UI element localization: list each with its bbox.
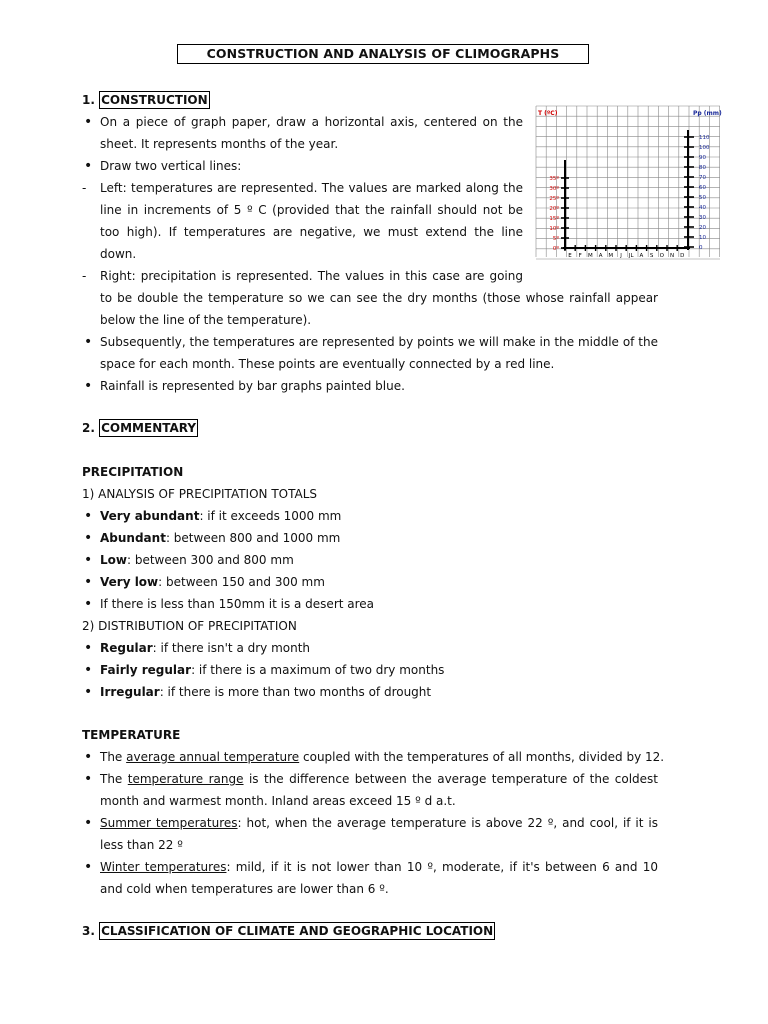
month-label: E (568, 253, 572, 259)
left-tick-label: 15º (549, 216, 559, 222)
left-tick-label: 0º (552, 246, 559, 252)
section-3-heading (82, 922, 495, 940)
left-tick-label: 20º (549, 206, 559, 212)
section-2-title: COMMENTARY (101, 421, 197, 435)
left-tick-label: 25º (549, 196, 559, 202)
month-label: F (578, 253, 582, 259)
construction-paragraph-left-axis: Left: temperatures are represented. The values are marked along the line in increments of 5 º C (provided that the rainfall should not be too high). If temperatures are negative, we must extend the line down. (100, 181, 523, 261)
month-label: S (649, 253, 654, 259)
month-label: A (639, 253, 644, 259)
bullet-icon: • (84, 596, 93, 612)
list-item: If there is less than 150mm it is a desert area (100, 597, 375, 611)
temperature-item-average: The average annual temperature coupled with the temperatures of all months, divided by 12. (100, 750, 665, 764)
section-3-number: 3. (82, 924, 95, 938)
precipitation-heading: PRECIPITATION (82, 465, 184, 479)
right-tick-label: 40 (699, 205, 706, 211)
month-label: M (608, 253, 614, 259)
right-tick-label: 60 (699, 185, 706, 191)
month-label: JL (628, 253, 634, 259)
list-item: Fairly regular: if there is a maximum of two dry months (100, 663, 445, 677)
right-axis-label: Pp (mm) (693, 110, 722, 117)
list-item: Abundant: between 800 and 1000 mm (100, 531, 341, 545)
left-tick-label: 35º (549, 176, 559, 182)
bullet-icon: • (84, 640, 93, 656)
month-label: O (659, 253, 664, 259)
section-2-heading (82, 419, 198, 437)
temperature-heading: TEMPERATURE (82, 728, 181, 742)
list-item: Irregular: if there is more than two months of drought (100, 685, 432, 699)
analysis-heading: 1) ANALYSIS OF PRECIPITATION TOTALS (82, 487, 318, 501)
month-label: M (588, 253, 593, 259)
left-axis-label: T (ºC) (538, 110, 558, 117)
month-label: J (620, 253, 622, 259)
right-tick-label: 10 (699, 235, 706, 241)
bullet-icon: • (84, 334, 93, 350)
left-tick-label: 5º (552, 236, 559, 242)
bullet-icon: • (84, 552, 93, 568)
section-1-title: CONSTRUCTION (101, 93, 208, 107)
distribution-heading: 2) DISTRIBUTION OF PRECIPITATION (82, 619, 297, 633)
bullet-icon: • (84, 114, 93, 130)
bullet-icon: • (84, 378, 93, 394)
month-label: N (669, 253, 675, 259)
bullet-icon: • (84, 684, 93, 700)
bullet-icon: • (84, 662, 93, 678)
list-item: Very low: between 150 and 300 mm (100, 575, 325, 589)
right-tick-label: 80 (699, 165, 706, 171)
right-tick-label: 100 (699, 145, 710, 151)
right-tick-label: 110 (699, 135, 710, 141)
list-item: Regular: if there isn't a dry month (100, 641, 311, 655)
bullet-icon: • (84, 859, 93, 875)
section-3-title: CLASSIFICATION OF CLIMATE AND GEOGRAPHIC LOCATION (101, 924, 494, 938)
graph-paper-grid (536, 106, 720, 259)
construction-paragraph-1: On a piece of graph paper, draw a horizontal axis, centered on the sheet. It represents months of the year. (100, 115, 523, 151)
right-tick-label: 20 (699, 225, 706, 231)
bullet-icon: • (84, 158, 93, 174)
section-1-number: 1. (82, 93, 95, 107)
right-tick-label: 30 (699, 215, 706, 221)
construction-paragraph-points: Subsequently, the temperatures are represented by points we will make in the middle of the space for each month. These points are eventually connected by a red line. (100, 335, 658, 371)
right-tick-label: 90 (699, 155, 706, 161)
temperature-item-summer: Summer temperatures: hot, when the average temperature is above 22 º, and cool, if it is less than 22 º (100, 816, 658, 852)
bullet-icon: • (84, 530, 93, 546)
right-tick-label: 70 (699, 175, 706, 181)
left-axis-ticks (549, 175, 569, 252)
temperature-item-range: The temperature range is the difference between the average temperature of the coldest month and warmest month. Inland areas exceed 15 º d a.t. (100, 772, 659, 808)
page-title: CONSTRUCTION AND ANALYSIS OF CLIMOGRAPHS (177, 44, 589, 64)
bullet-icon: • (84, 771, 93, 787)
dash-marker: - (82, 181, 87, 195)
right-tick-label: 0 (699, 245, 703, 251)
construction-paragraph-right-axis: Right: precipitation is represented. The values in this case are going to be double the temperature so we can see the dry months (those whose rainfall appear below the line of the temperature). (100, 269, 658, 327)
bullet-icon: • (84, 574, 93, 590)
left-tick-label: 10º (549, 226, 559, 232)
list-item: Very abundant: if it exceeds 1000 mm (100, 509, 342, 523)
list-item: Low: between 300 and 800 mm (100, 553, 294, 567)
left-tick-label: 30º (549, 186, 559, 192)
month-label: D (680, 253, 685, 259)
climograph-grid-figure (530, 100, 726, 263)
bullet-icon: • (84, 749, 93, 765)
month-label: A (598, 253, 603, 259)
section-2-number: 2. (82, 421, 95, 435)
section-1-heading (82, 91, 210, 109)
construction-paragraph-2: Draw two vertical lines: (100, 159, 242, 173)
temperature-item-winter: Winter temperatures: mild, if it is not lower than 10 º, moderate, if it's between 6 and 10 and cold when temperatures are lower than 6 º. (100, 860, 658, 896)
bullet-icon: • (84, 815, 93, 831)
right-tick-label: 50 (699, 195, 706, 201)
bullet-icon: • (84, 508, 93, 524)
construction-paragraph-bars: Rainfall is represented by bar graphs painted blue. (100, 379, 405, 393)
dash-marker: - (82, 269, 87, 283)
